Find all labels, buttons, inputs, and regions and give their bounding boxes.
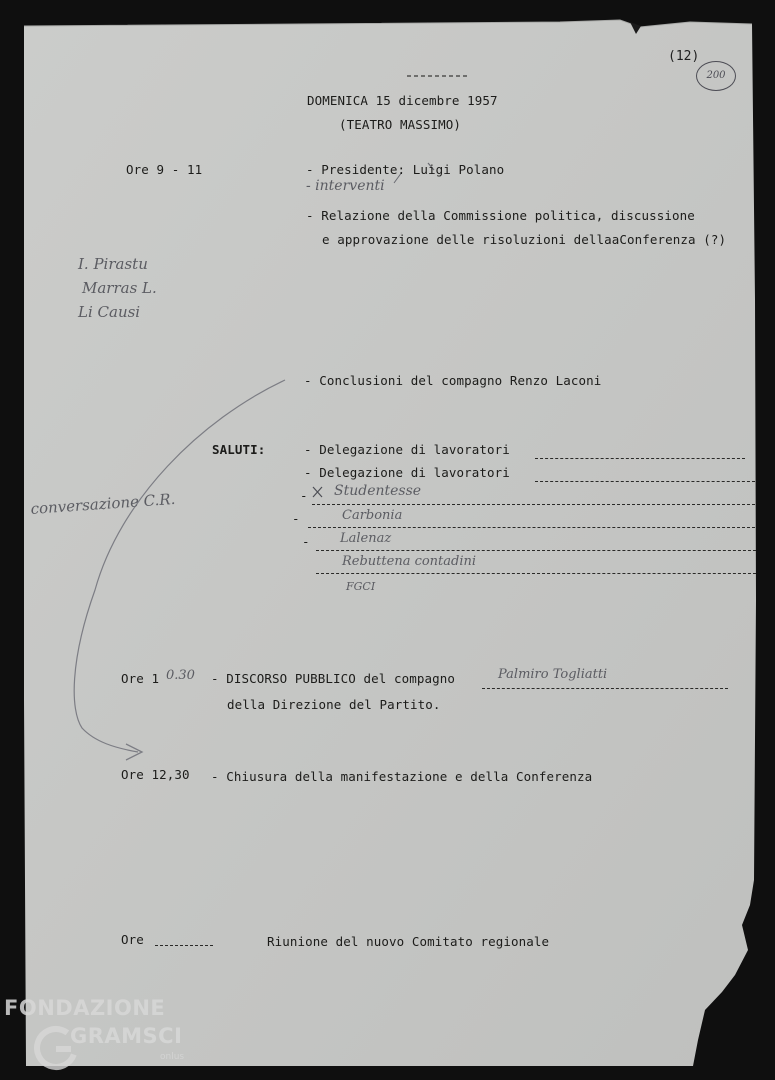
handwritten-carbonia: Carbonia — [342, 508, 403, 523]
page-number: (12) — [668, 49, 700, 64]
header-date: DOMENICA 15 dicembre 1957 — [307, 93, 498, 108]
session-1-relazione-line-2: e approvazione delle risoluzioni dellaaConferenza (?) — [322, 232, 727, 247]
blank-line — [308, 527, 755, 528]
saluti-dash-5: - — [302, 534, 310, 549]
handwritten-rebuttena: Rebuttena contadini — [342, 554, 477, 569]
session-1-time: Ore 9 - 11 — [126, 162, 203, 177]
blank-line — [482, 688, 728, 689]
watermark-onlus: onlus — [160, 1052, 185, 1062]
blank-line — [316, 573, 756, 574]
session-3-time: Ore 12,30 — [121, 767, 190, 782]
session-1-president: - Presidente: Luigi Polano — [306, 162, 505, 177]
session-4-time: Ore — [121, 932, 144, 947]
saluti-dash-3: - — [300, 488, 308, 503]
handwritten-fgci: FGCI — [346, 580, 376, 593]
handwritten-interventi: - interventi — [306, 178, 385, 194]
watermark-gramsci: GRAMSCI — [70, 1024, 183, 1048]
header-venue: (TEATRO MASSIMO) — [339, 117, 462, 132]
saluti-dash-4: - — [292, 511, 300, 526]
margin-name-marras: Marras L. — [82, 279, 157, 297]
blank-line — [535, 481, 755, 482]
blank-line — [535, 458, 745, 459]
margin-name-pirastu: I. Pirastu — [78, 255, 148, 273]
archive-stamp-number: 200 — [696, 61, 736, 91]
saluti-delegazione-1: - Delegazione di lavoratori — [304, 442, 510, 457]
margin-note-conversazione: conversazione C.R. — [30, 489, 176, 518]
watermark-fondazione: FONDAZIONE — [4, 996, 166, 1020]
handwritten-studentesse: Studentesse — [334, 483, 422, 499]
session-1-relazione-line-1: - Relazione della Commissione politica, discussione — [306, 208, 695, 223]
session-2-time: Ore 1 — [121, 671, 160, 686]
session-2-direzione: della Direzione del Partito. — [227, 697, 441, 712]
session-1-conclusioni: - Conclusioni del compagno Renzo Laconi — [304, 373, 602, 388]
blank-line — [155, 945, 213, 946]
session-4-text: Riunione del nuovo Comitato regionale — [267, 934, 550, 949]
margin-name-licausi: Li Causi — [78, 303, 141, 321]
blank-line — [312, 504, 755, 505]
handwritten-time-correction: 0.30 — [166, 668, 195, 683]
handwritten-speaker-togliatti: Palmiro Togliatti — [498, 667, 608, 682]
handwritten-lalenaz: Lalenaz — [340, 531, 392, 546]
blank-line — [316, 550, 756, 551]
saluti-label: SALUTI: — [212, 442, 266, 457]
saluti-delegazione-2: - Delegazione di lavoratori — [304, 465, 510, 480]
session-3-text: - Chiusura della manifestazione e della Conferenza — [211, 769, 593, 784]
session-2-discorso: - DISCORSO PUBBLICO del compagno — [211, 671, 456, 686]
